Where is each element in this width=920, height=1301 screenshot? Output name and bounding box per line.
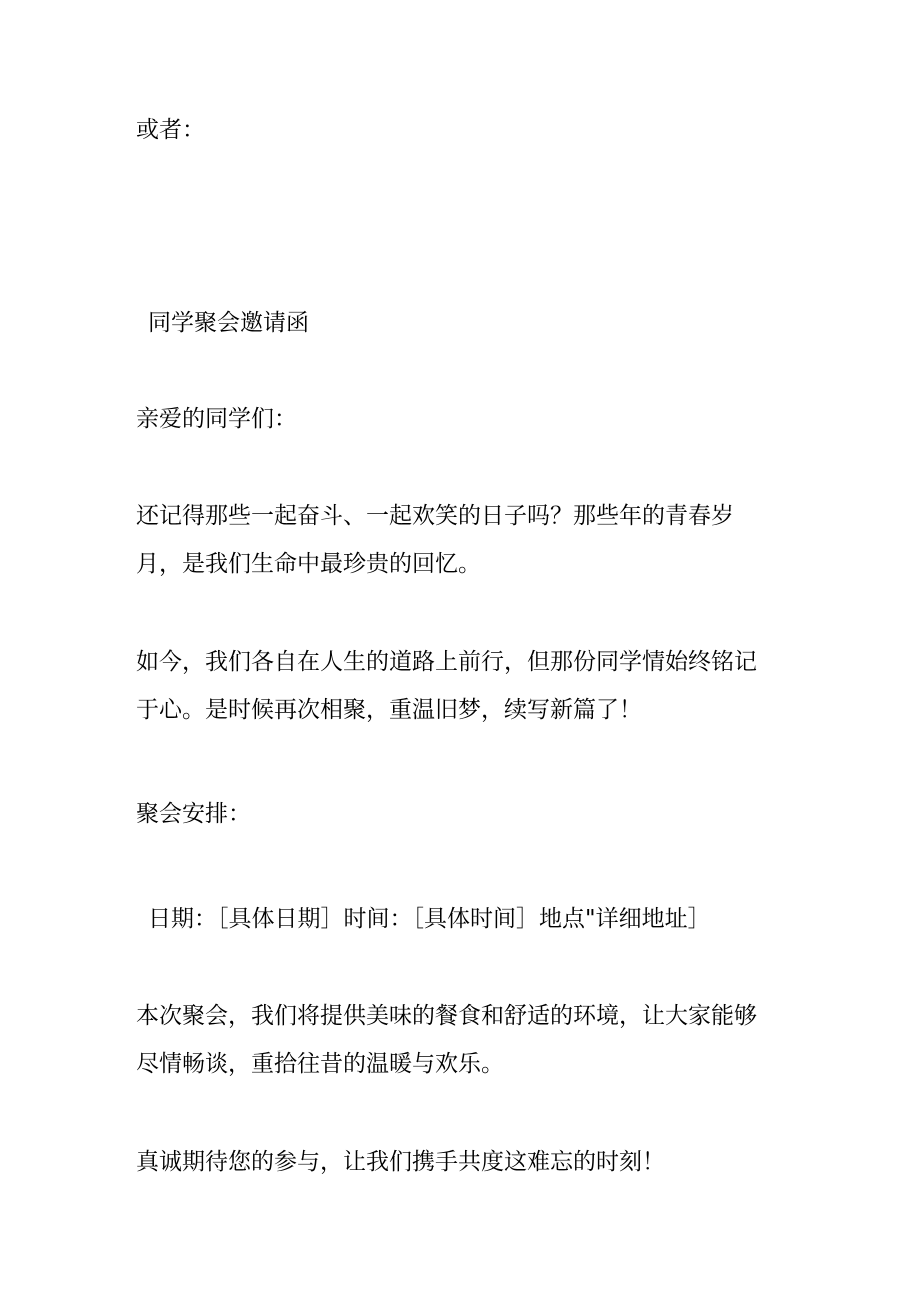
schedule-heading: 聚会安排： [136,801,251,827]
paragraph-1-line-1: 还记得那些一起奋斗、一起欢笑的日子吗？那些年的青春岁 [136,503,734,529]
closing-text: 真诚期待您的参与，让我们携手共度这难忘的时刻！ [136,1149,665,1175]
greeting-text: 亲爱的同学们： [136,406,297,432]
intro-text: 或者： [136,117,205,143]
paragraph-3-line-1: 本次聚会，我们将提供美味的餐食和舒适的环境，让大家能够 [136,1003,757,1029]
paragraph-2-line-2: 于心。是时候再次相聚，重温旧梦，续写新篇了！ [136,697,642,723]
paragraph-1-line-2: 月，是我们生命中最珍贵的回忆。 [136,551,481,577]
paragraph-3-line-2: 尽情畅谈，重拾往昔的温暖与欢乐。 [136,1051,504,1077]
schedule-details: 日期：［具体日期］时间：［具体时间］地点"详细地址］ [148,906,711,932]
paragraph-2-line-1: 如今，我们各自在人生的道路上前行，但那份同学情始终铭记 [136,649,757,675]
invitation-title: 同学聚会邀请函 [148,310,309,336]
